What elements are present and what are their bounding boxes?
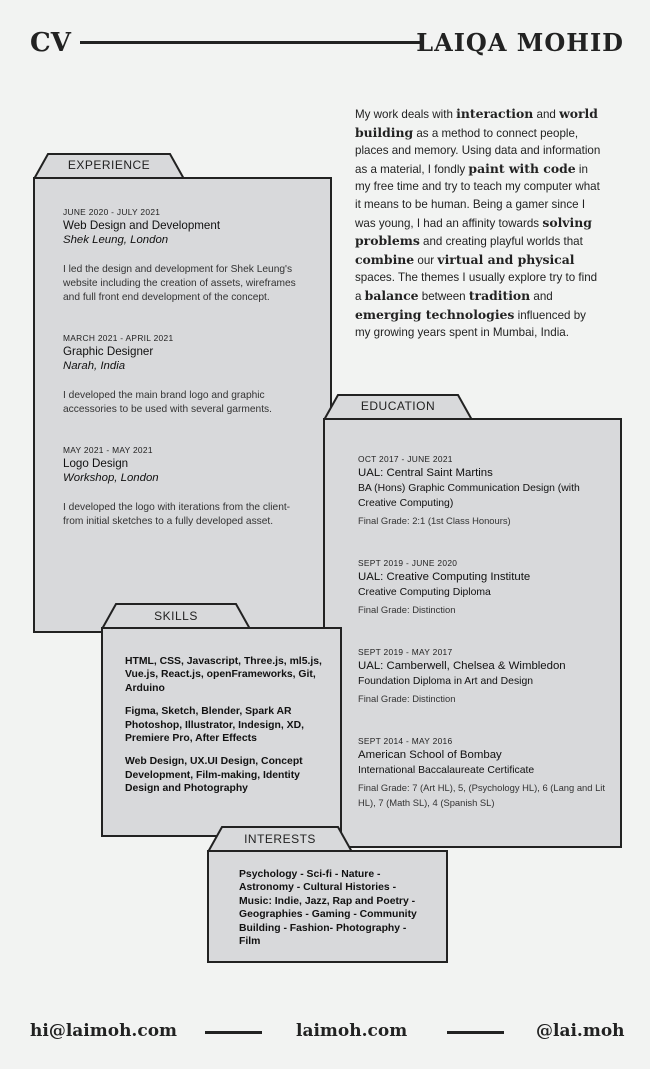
education-course: Foundation Diploma in Art and Design bbox=[358, 676, 534, 687]
cv-label: CV bbox=[30, 28, 71, 58]
intro-emphasis: interaction bbox=[456, 106, 534, 121]
footer-rule bbox=[205, 1031, 262, 1034]
intro-text: and bbox=[530, 289, 553, 303]
intro-text: and creating playful worlds that bbox=[419, 235, 583, 249]
footer bbox=[0, 1017, 650, 1047]
interests-text: Psychology - Sci-fi - Nature - Astronomy - Cultural Histories - Music: Indie, Jazz, Rap and Poetry - Geographies - Gaming - Community Building - Fashion- Photography - Film bbox=[239, 869, 417, 948]
experience-label: EXPERIENCE bbox=[67, 158, 151, 172]
intro-text: and bbox=[533, 108, 560, 121]
experience-date: MAY 2021 - MAY 2021 bbox=[63, 445, 153, 455]
experience-title: Graphic Designer bbox=[63, 345, 154, 358]
experience-item bbox=[63, 207, 312, 305]
intro-text: between bbox=[418, 289, 469, 303]
experience-card bbox=[33, 177, 332, 633]
education-title: UAL: Camberwell, Chelsea & Wimbledon bbox=[358, 660, 566, 672]
page-title: LAIQA MOHID bbox=[416, 28, 624, 57]
intro-emphasis: virtual and physical bbox=[437, 251, 575, 267]
experience-date: MARCH 2021 - APRIL 2021 bbox=[63, 333, 174, 343]
website-link[interactable]: laimoh.com bbox=[296, 1021, 408, 1041]
footer-rule bbox=[447, 1031, 504, 1034]
skills-label: SKILLS bbox=[154, 609, 198, 623]
education-item bbox=[358, 647, 606, 706]
intro-text: spaces. The themes I usually explore try to find a bbox=[355, 271, 598, 303]
social-handle-link[interactable]: @lai.moh bbox=[536, 1021, 625, 1041]
experience-title: Web Design and Development bbox=[63, 219, 221, 232]
skills-group: Figma, Sketch, Blender, Spark AR Photoshop, Illustrator, Indesign, XD, Premiere Pro, After Effects bbox=[125, 706, 304, 745]
education-course: Creative Computing Diploma bbox=[358, 587, 491, 598]
header-rule bbox=[80, 41, 420, 44]
experience-place: Shek Leung, London bbox=[63, 234, 169, 246]
intro-text: influenced by my growing years spent in Mumbai, India. bbox=[355, 308, 586, 340]
intro-emphasis: world building bbox=[355, 106, 598, 140]
intro-text: as a method to connect people, places and memory. Using data and information as a material, I fondly bbox=[355, 126, 601, 176]
education-date: SEPT 2014 - MAY 2016 bbox=[358, 736, 453, 746]
education-grade: Final Grade: 2:1 (1st Class Honours) bbox=[358, 515, 511, 526]
education-item bbox=[358, 454, 606, 528]
experience-item bbox=[63, 333, 312, 417]
education-date: SEPT 2019 - JUNE 2020 bbox=[358, 558, 458, 568]
intro-emphasis: tradition bbox=[468, 287, 531, 303]
experience-item bbox=[63, 445, 312, 529]
intro-emphasis: balance bbox=[364, 287, 419, 303]
experience-place: Narah, India bbox=[63, 360, 126, 372]
education-card bbox=[323, 418, 622, 848]
experience-description: I developed the main brand logo and graphic accessories to be used with several garments. bbox=[63, 390, 272, 415]
education-grade: Final Grade: 7 (Art HL), 5, (Psychology HL), 6 (Lang and Lit HL), 7 (Math SL), 4 (Spanish SL) bbox=[358, 782, 605, 808]
education-title: UAL: Creative Computing Institute bbox=[358, 571, 531, 583]
experience-description: I developed the logo with iterations from the client- from initial sketches to a fully developed asset. bbox=[63, 502, 291, 527]
intro-emphasis: solving problems bbox=[355, 214, 592, 249]
intro-text: our bbox=[414, 253, 438, 267]
education-date: OCT 2017 - JUNE 2021 bbox=[358, 454, 453, 464]
education-grade: Final Grade: Distinction bbox=[358, 604, 456, 615]
education-course: BA (Hons) Graphic Communication Design (with Creative Computing) bbox=[358, 483, 580, 509]
education-title: UAL: Central Saint Martins bbox=[358, 467, 493, 479]
intro-emphasis: paint with code bbox=[468, 160, 576, 176]
experience-description: I led the design and development for Shek Leung's website including the creation of assets, wireframes and full front end development of the concept. bbox=[63, 264, 296, 303]
interests-card bbox=[207, 850, 448, 963]
education-item bbox=[358, 558, 606, 617]
intro-text: in my free time and try to teach my computer what it means to be human. Being a gamer since I was young, I had an affinity towards bbox=[355, 162, 600, 230]
skills-group: Web Design, UX.UI Design, Concept Development, Film-making, Identity Design and Photography bbox=[125, 756, 303, 795]
education-label: EDUCATION bbox=[360, 399, 436, 413]
education-item bbox=[358, 736, 606, 810]
skills-card bbox=[101, 627, 342, 837]
education-title: American School of Bombay bbox=[358, 749, 502, 761]
experience-date: JUNE 2020 - JULY 2021 bbox=[63, 207, 161, 217]
intro-emphasis: emerging technologies bbox=[355, 306, 515, 322]
skills-group: HTML, CSS, Javascript, Three.js, ml5.js, Vue.js, React.js, openFrameworks, Git, Arduino bbox=[125, 656, 322, 694]
experience-place: Workshop, London bbox=[63, 472, 159, 484]
education-course: International Baccalaureate Certificate bbox=[358, 765, 535, 776]
experience-title: Logo Design bbox=[63, 457, 129, 470]
intro-text: My work deals with bbox=[355, 108, 457, 121]
intro-paragraph bbox=[355, 105, 603, 342]
email-link[interactable]: hi@laimoh.com bbox=[30, 1021, 178, 1041]
education-date: SEPT 2019 - MAY 2017 bbox=[358, 647, 453, 657]
education-grade: Final Grade: Distinction bbox=[358, 693, 456, 704]
intro-emphasis: combine bbox=[355, 251, 415, 267]
interests-label: INTERESTS bbox=[244, 832, 316, 846]
